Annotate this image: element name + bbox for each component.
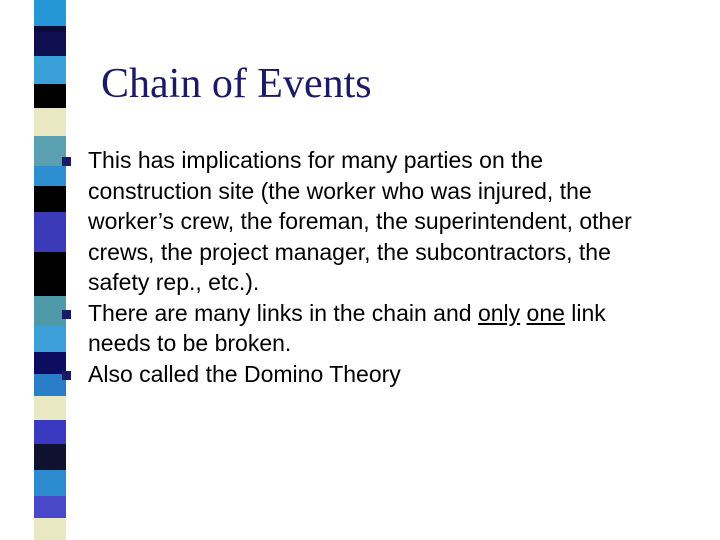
bullet-text: Also called the Domino Theory bbox=[88, 360, 401, 387]
bullet-text: This has implications for many parties on the construction site (the worker who was injured, the worker’s crew, the foreman, the superintendent, other crews, the project manager, the subcontractors, the safety rep., etc.). bbox=[88, 147, 632, 295]
bullet-text: There are many links in the chain and bbox=[88, 299, 478, 326]
bullet-item bbox=[60, 145, 660, 298]
bullet-list bbox=[60, 145, 660, 389]
underlined-word: only bbox=[477, 299, 521, 326]
bullet-item bbox=[60, 298, 660, 359]
square-bullet-icon bbox=[62, 157, 71, 166]
slide-title: Chain of Events bbox=[101, 61, 372, 107]
bullet-text: link needs to be broken. bbox=[88, 299, 606, 356]
bullet-item bbox=[60, 359, 660, 390]
square-bullet-icon bbox=[62, 310, 71, 319]
underlined-word: one bbox=[526, 299, 565, 326]
square-bullet-icon bbox=[62, 371, 71, 380]
